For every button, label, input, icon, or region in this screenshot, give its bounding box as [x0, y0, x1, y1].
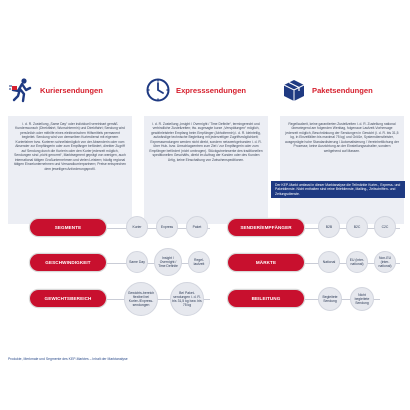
segment-value: C2C — [374, 216, 396, 238]
segment-value: National — [318, 251, 340, 273]
column-title: Paketsendungen — [312, 85, 373, 95]
segment-value: B2B — [318, 216, 340, 238]
segment-value: Bei Paket-sendungen i. d. R. bis 31,5 kg bzw. bis 75 kg — [170, 282, 204, 316]
column-paketsendungen — [280, 68, 400, 224]
segment-value: Nicht begleitete Sendung — [350, 287, 374, 311]
segment-value: B2C — [346, 216, 368, 238]
segment-label-beileitung: BEILEITUNG — [228, 290, 304, 307]
segment-value: EU (inter-national) — [346, 251, 368, 273]
package-box-icon — [280, 76, 308, 104]
segment-label-maerkte: MÄRKTE — [228, 254, 304, 271]
segment-label-segmente: SEGMENTE — [30, 219, 106, 236]
running-courier-icon — [8, 76, 36, 104]
segment-value: Gewichts-bereich flexibel bei Kurier-/Express-sendungen — [124, 282, 158, 316]
segment-value: Insight / Overnight / Time Definite — [154, 248, 182, 276]
segment-value: Non-EU (inter-national) — [374, 251, 396, 273]
figure-caption: Produkte, Merkmale und Segmente des KEP-Marktes – Inhalt der Marktanalyse — [8, 357, 128, 361]
segment-value: Express — [156, 216, 178, 238]
column-text: i. d. R. Zustellung „Insight / Overnight / Time Definite“, termingerecht und verbindliche Zustellzeiten; tlw. zugesagte kurze „Verspätungen“ möglich, gewährleisteter Empfang beim Empfänger (Abholtermin) i. d. R. kleinteilig, aufwändige technische Begleitung mit jederzeitiger Zugriffsmöglichkeit; Expresssendungen werden nicht direkt, sondern netzwerkgebunden i. d. R. über Hub- bzw. Umschlagzentren zum Ziel / zur Empfängerin oder zum Empfänger befördert (nicht umbrogen). Stückgutnetzwerke des traditionellen speditionellen Geschäfts, direkt im Auftrag der Kunden oder des Kunden Urtig, keine Einschaltung von Zwischenspeditionen. — [144, 116, 268, 224]
segment-value: Paket — [186, 216, 208, 238]
segment-value: Regel-laufzeit — [188, 251, 210, 273]
segment-label-gewichtsbereich: GEWICHTSBEREICH — [30, 290, 106, 307]
segment-value: Same Day — [126, 251, 148, 273]
clock-icon — [144, 76, 172, 104]
segment-label-geschwindigkeit: GESCHWINDIGKEIT — [30, 254, 106, 271]
column-kuriersendungen — [8, 68, 128, 224]
column-text: i. d. R. Zustellung „Same Day“ oder individuell vereinbart gemäß Kundenwunsch (Direktfahrt, Wunschtermin) und Direktfahrt; Sendung wird persönlich oder mithilfe eines elektronischen Hilfsmittels permanent begleitet. Sendung wird von demselben Kurierdienst mit eigenem Kurierfahrer bzw. Kurieren schnellstmöglich von der Absenderin oder vom Absender zur Empfängerin oder zum Empfänger befördert, direkter Zugriff auf Sendung durch die Kurierin oder den Kurier jederzeit möglich, Sendungen sind „nicht genormt“, Marktsegment geprägt von wenigen, auch international tätigen Großunternehmen und vielen Leistern; häufig regional tätigen Einzelunternehmen und Versandkurrierpartnern; Preise entsprechen dem jeweiligen Anforderungsprofil. — [8, 116, 132, 224]
column-title: Kuriersendungen — [40, 85, 103, 95]
column-text: Regellaufzeit, keine garantierten Zustellzeiten i. d. R. Zustellung national überwiegend am folgenden Werktag, folgenaue Laufzeit-Vorhersage jederzeit möglich, Beschränkung der Sendungen in Gewicht (i. d. R. bis 31,5 kg, in Einzelfällen bis maximal 75 kg) und Größe, Systemdienstleister, ausgeprägte hohe Standardisierung / Automatisierung / Vereinheitlichung der Prozesse, keine Ausrichtung an der Einstellungsschalter, sondern weitgehend auf Massen. — [280, 116, 404, 224]
column-title: Expresssendungen — [176, 85, 247, 95]
column-expresssendungen — [144, 68, 264, 224]
kep-market-note: Der KEP-Markt umfasst in dieser Marktanalyse die Teilmärkte Kurier-, Express- und Paketdienste. Nicht enthalten sind reine Briefdienste, Mailing-, Zeitschriften- und Zeitungsdienste. — [271, 181, 405, 198]
segment-value: Kurier — [126, 216, 148, 238]
segment-label-sender-empfaenger: SENDER/EMPFÄNGER — [228, 219, 304, 236]
segment-value: Begleitete Sendung — [318, 287, 342, 311]
